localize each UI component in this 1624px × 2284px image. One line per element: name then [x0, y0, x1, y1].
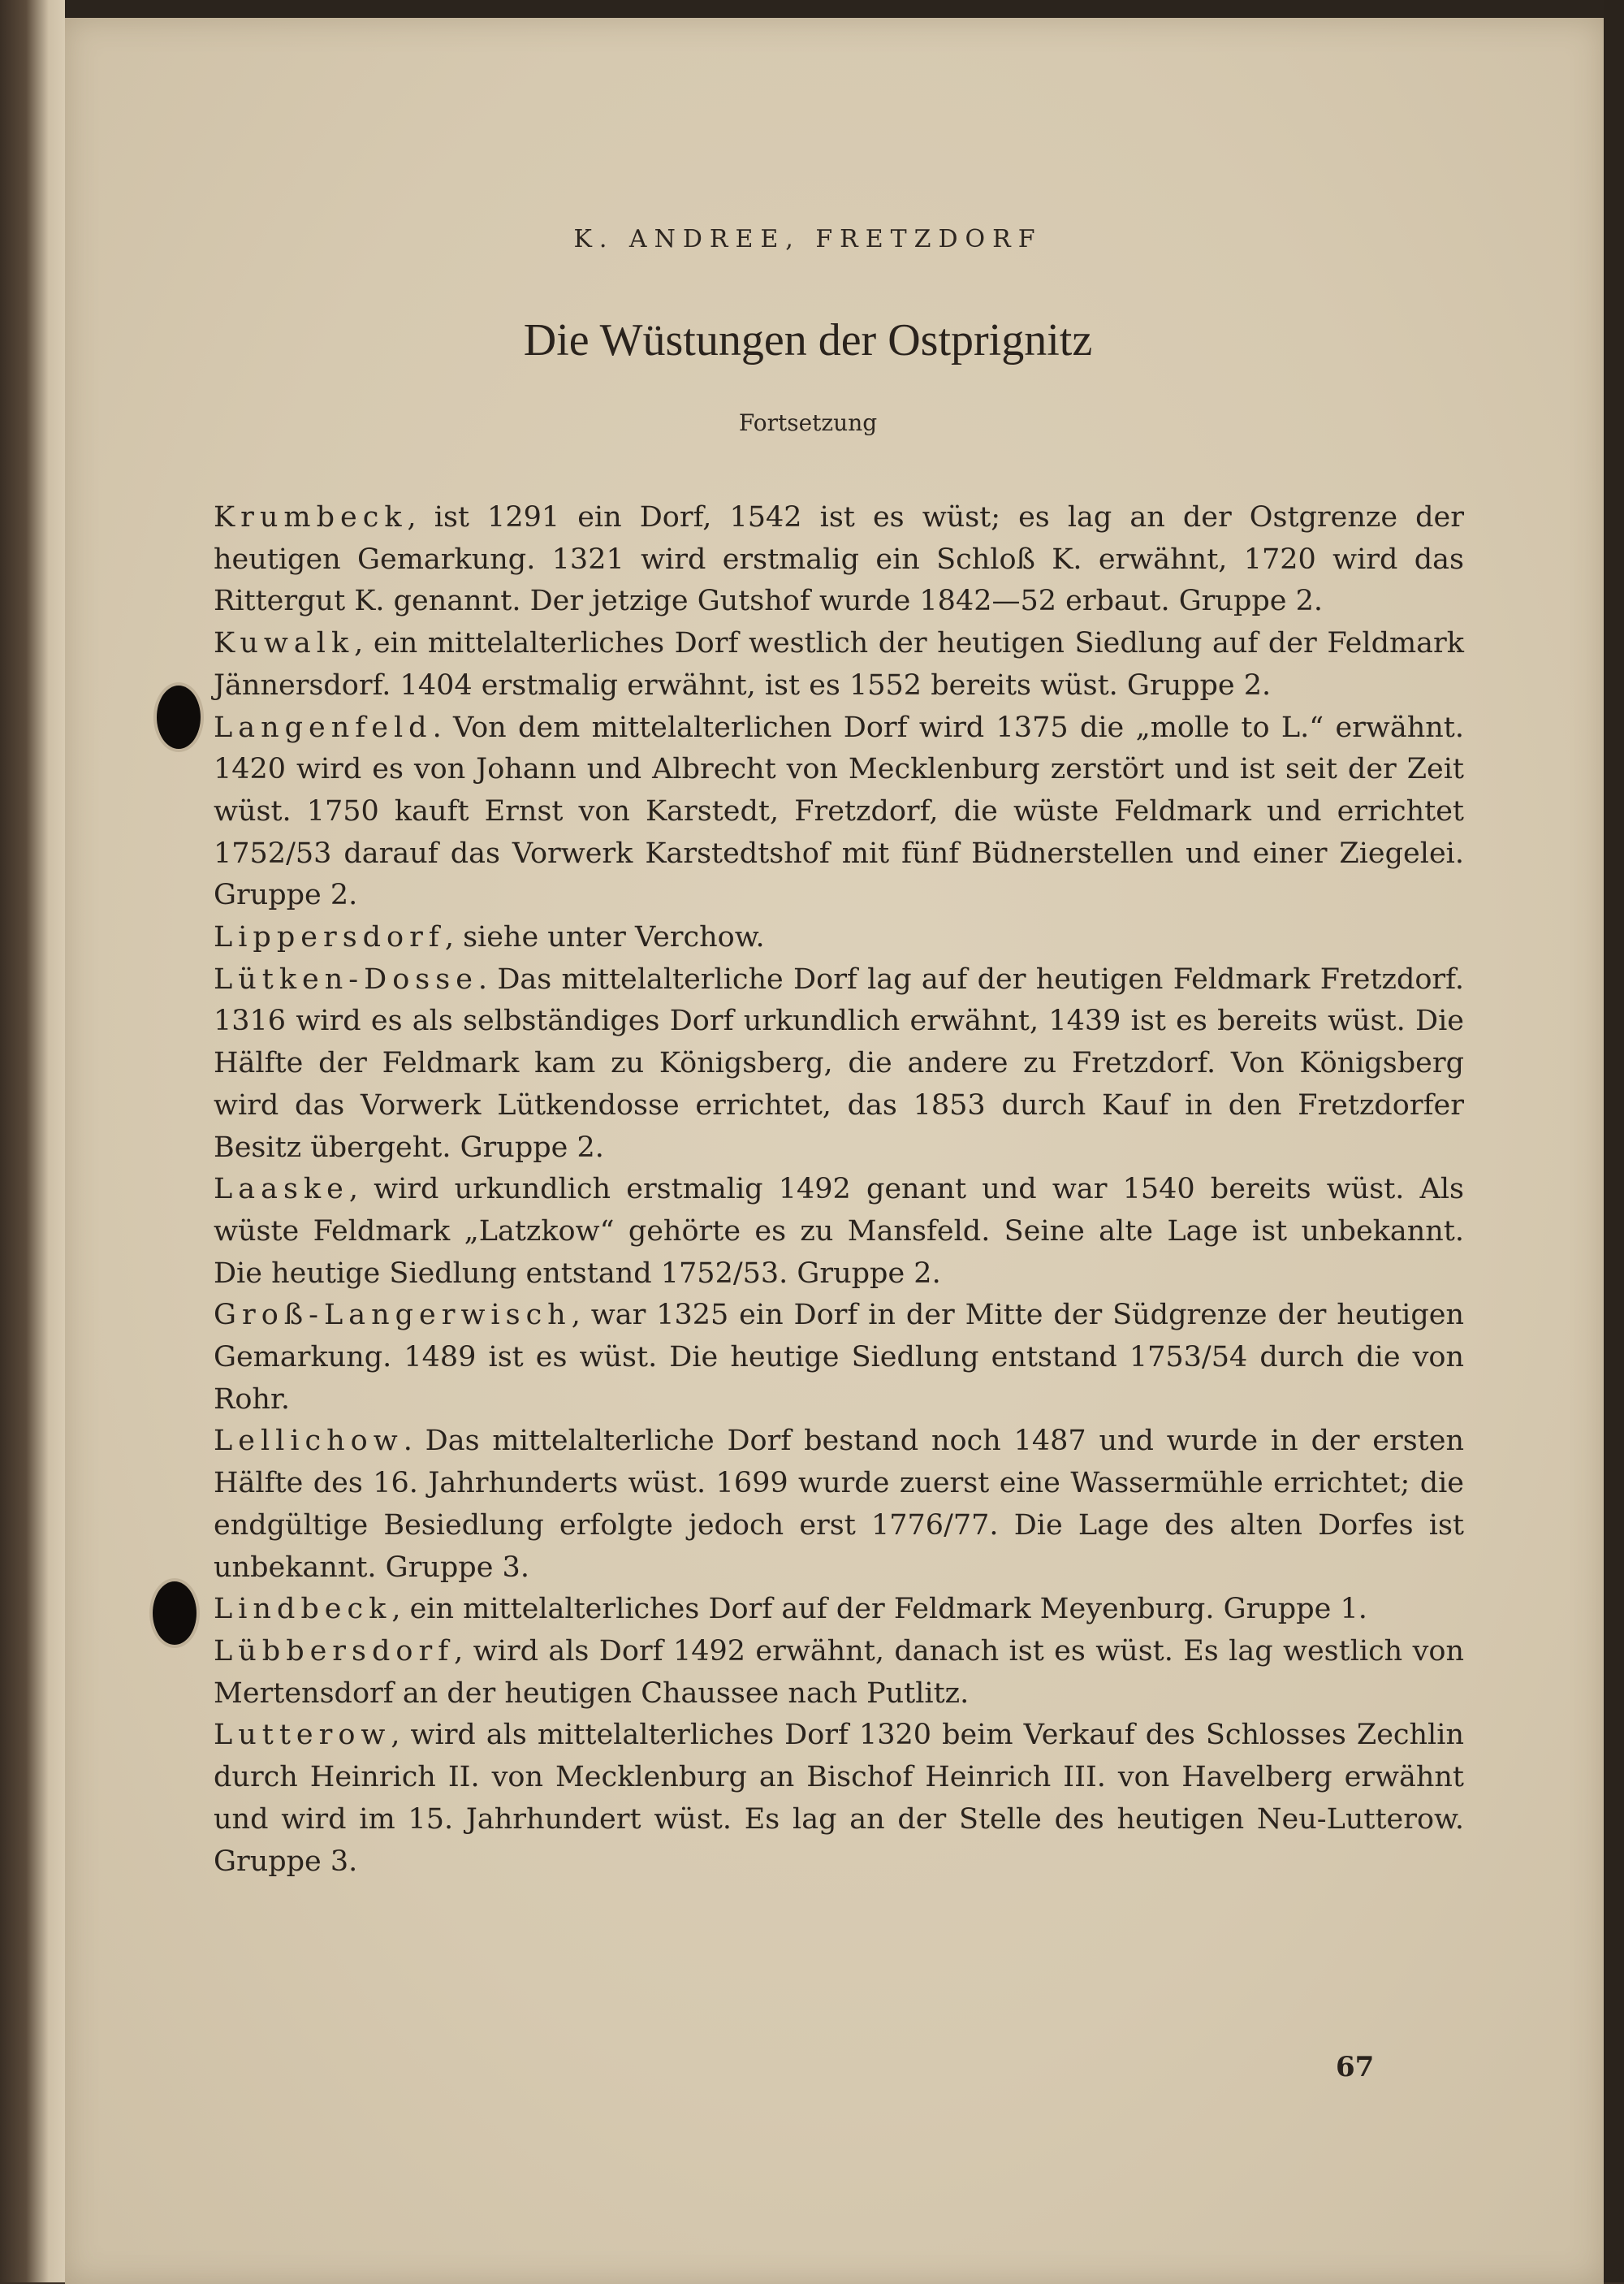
scan-border [1604, 0, 1624, 2282]
entry-name: Lutterow [214, 1719, 391, 1752]
entry-text: . Von dem mittelalterlichen Dorf wird 1375 die „molle to L.“ erwähnt. 1420 wird es von Johann und Albrecht von Mecklenburg zerstört und ist seit der Zeit wüst. 1750 kauft Ernst von Karstedt, Fretzdorf, die wüste Feldmark und errichtet 1752/53 darauf das Vorwerk Karstedtshof mit fünf Büdnerstellen und einer Ziegelei. Gruppe 2. [214, 711, 1464, 912]
entry-text: . Das mittelalterliche Dorf lag auf der heutigen Feldmark Fretzdorf. 1316 wird es als selbständiges Dorf urkundlich erwähnt, 1439 ist es bereits wüst. Die Hälfte der Feldmark kam zu Königsberg, die andere zu Fretzdorf. Von Königsberg wird das Vorwerk Lütkendosse errichtet, das 1853 durch Kauf in den Fretzdorfer Besitz übergeht. Gruppe 2. [214, 962, 1464, 1164]
entry-krumbeck [214, 497, 1464, 623]
entry-lippersdorf [214, 917, 1464, 959]
entry-text: , war 1325 ein Dorf in der Mitte der Südgrenze der heutigen Gemarkung. 1489 ist es wüst. Die heutige Siedlung entstand 1753/54 durch die von Rohr. [214, 1299, 1464, 1416]
book-spine-edge [0, 0, 65, 2282]
entry-text: , wird als mittelalterliches Dorf 1320 beim Verkauf des Schlosses Zechlin durch Heinrich II. von Mecklenburg an Bischof Heinrich III. von Havelberg erwähnt und wird im 15. Jahrhundert wüst. Es lag an der Stelle des heutigen Neu-Lutterow. Gruppe 3. [214, 1719, 1464, 1878]
article-subtitle: Fortsetzung [738, 409, 878, 436]
entry-text: , ein mittelalterliches Dorf auf der Feldmark Meyenburg. Gruppe 1. [391, 1593, 1367, 1626]
entry-gross-langerwisch [214, 1295, 1464, 1421]
author-line: K. ANDREE, FRETZDORF [573, 225, 1043, 253]
entry-laaske [214, 1169, 1464, 1295]
entry-lindbeck [214, 1589, 1464, 1631]
entry-lellichow [214, 1421, 1464, 1589]
entry-langenfeld [214, 707, 1464, 918]
entry-lutterow [214, 1715, 1464, 1883]
entry-luebbersdorf [214, 1631, 1464, 1715]
entry-name: Krumbeck [214, 501, 408, 534]
punch-hole-upper [157, 686, 201, 749]
entry-name: Lütken-Dosse [214, 962, 478, 996]
entry-kuwalk [214, 623, 1464, 707]
entry-name: Langenfeld [214, 711, 433, 744]
entry-name: Laaske [214, 1173, 349, 1206]
article-body [214, 497, 1464, 1883]
entry-name: Lübbersdorf [214, 1634, 455, 1668]
article-title: Die Wüstungen der Ostprignitz [523, 315, 1093, 366]
page-number: 67 [1336, 2051, 1375, 2083]
entry-name: Lindbeck [214, 1593, 392, 1626]
punch-hole-lower [153, 1581, 197, 1645]
entry-name: Lellichow [214, 1425, 404, 1458]
entry-text: , wird urkundlich erstmalig 1492 genant und war 1540 bereits wüst. Als wüste Feldmark „Latzkow“ gehörte es zu Mansfeld. Seine alte Lage ist unbekannt. Die heutige Siedlung entstand 1752/53. Gruppe 2. [214, 1173, 1464, 1290]
entry-text: . Das mittelalterliche Dorf bestand noch 1487 und wurde in der ersten Hälfte des 16. Jahrhunderts wüst. 1699 wurde zuerst eine Wassermühle errichtet; die endgültige Besiedlung erfolgte jedoch erst 1776/77. Die Lage des alten Dorfes ist unbekannt. Gruppe 3. [214, 1425, 1464, 1584]
entry-text: , siehe unter Verchow. [444, 921, 765, 954]
entry-name: Kuwalk [214, 627, 355, 660]
entry-name: Groß-Langerwisch [214, 1299, 572, 1332]
paper-sheet [65, 18, 1604, 2284]
entry-text: , ein mittelalterliches Dorf westlich der heutigen Siedlung auf der Feldmark Jännersdorf. 1404 erstmalig erwähnt, ist es 1552 bereits wüst. Gruppe 2. [214, 627, 1464, 702]
entry-text: , wird als Dorf 1492 erwähnt, danach ist es wüst. Es lag westlich von Mertensdorf an der heutigen Chaussee nach Putlitz. [214, 1634, 1464, 1710]
entry-luetken-dosse [214, 959, 1464, 1170]
entry-text: , ist 1291 ein Dorf, 1542 ist es wüst; es lag an der Ostgrenze der heutigen Gemarkung. 1321 wird erstmalig ein Schloß K. erwähnt, 1720 wird das Rittergut K. genannt. Der jetzige Gutshof wurde 1842—52 erbaut. Gruppe 2. [214, 501, 1464, 618]
entry-name: Lippersdorf [214, 921, 445, 954]
